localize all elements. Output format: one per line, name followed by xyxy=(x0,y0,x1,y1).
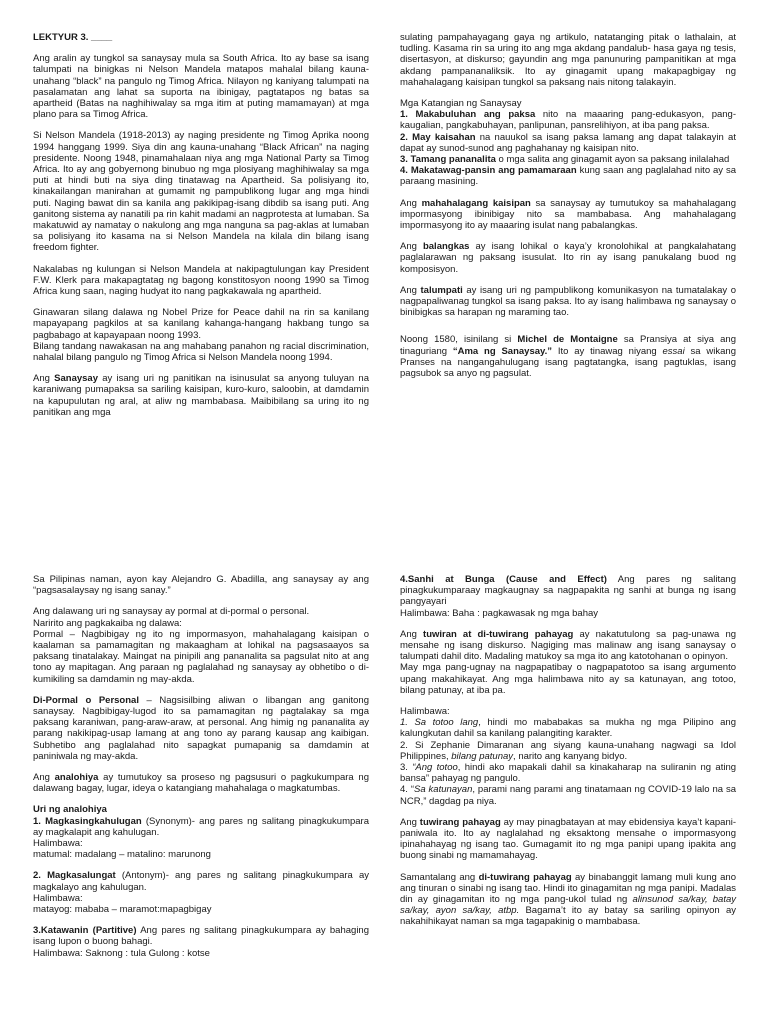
example-text: Halimbawa: Saknong : tula Gulong : kotse xyxy=(33,947,210,959)
example-text: matumal: madalang – matalino: marunong xyxy=(33,849,211,861)
paragraph: Pormal – Nagbibigay ng ito ng impormasyon, mahahalagang kaisipan o kaalaman sa pamamagitan ng makaagham at lohikal na pagsasaayos sa paksang tinatalakay. Maingat na pinipili ang pananalita sa pagsulat nito at ang tono ay mapitagan. Ang paraan ng paglalahad ng sanaysay ay obhetibo o di-kumikiling sa damdamin ng may-akda. xyxy=(33,628,369,685)
paragraph: Si Nelson Mandela (1918-2013) ay naging presidente ng Timog Aprika noong 1994 hanggang 1999. Siya din ang kauna-unahang “Black African” na naging presidente. Noong 1948, pinamahalaan niya ang mga National Party sa Timog Africa. Ito ay ang gobyernong binubuo ng mga plosiyang maghihiwalay sa mga puti at hindi buti na siya ding tinatawag na Apartheid. Sa polisiyang ito, kinakailangan manirahan at gumamit ng pampublikong lugar ang mga hindi puti. Naging bawat din sa kanila ang pakikipag-isang dibdib sa isang puti. Ang ganitong sistema ay nanatili pa rin kahit madami an nagprotesta at lumaban. Sa makatuwid ay namatay o nakulong ang mga nanguna sa pag-aklas at lumaban sa polisiyang ito kasama na si Nelson Mandela na kilala din bilang isang freedom fighter. xyxy=(33,130,369,254)
paragraph: Ang aralin ay tungkol sa sanaysay mula sa South Africa. Ito ay base sa isang talumpati na binigkas ni Nelson Mandela matapos mahalal bilang kauna-unahang “black” na pangulo ng Timog Africa. Nilayon ng kaniyang talumpati na pasalamatan ang lahat sa suporta na ibinigay, pagtatapos ng batas sa apartheid (Batas na naghihiwalay sa mga itim at puting mamamayan) at mga plano para sa Timog Africa. xyxy=(33,53,369,121)
list-item: 4. “Sa katunayan, parami nang parami ang tinatamaan ng COVID-19 lalo na sa NCR,” dagdag pa niya. xyxy=(400,784,736,807)
paragraph: Bilang tandang nawakasan na ang mahabang panahon ng racial discrimination, nahalal bilang pangulo ng Timog Africa si Nelson Mandela noong 1994. xyxy=(33,340,369,364)
list-item: 1. Makabuluhan ang paksa nito na maaaring pang-edukasyon, pang-kaugalian, pangkabuhayan, panlipunan, pansrelihiyon, at iba pang paksa. xyxy=(400,109,736,132)
paragraph: Nakalabas ng kulungan si Nelson Mandela at nakipagtulungan kay President F.W. Klerk para makapagtatag ng bagong konstitosyon noong 1990 sa Timog Africa kung saan, naging hudyat ito nang pagkakawala ng apartheid. xyxy=(33,263,369,298)
paragraph: Ang talumpati ay isang uri ng pampublikong komunikasyon na tumatalakay o nagpapaliwanag tungkol sa isang paksa. Ito ay isang halimbawa ng sanaysay o binibigkas sa harapan ng maraming tao. xyxy=(400,284,736,319)
bottom-right-column xyxy=(400,574,736,938)
list-item: 1. Magkasingkahulugan (Synonym)- ang pares ng salitang pinagkukumpara ay magkalapit ang kahulugan. xyxy=(33,815,369,838)
example-label: Halimbawa: xyxy=(400,706,450,718)
list-item: 4.Sanhi at Bunga (Cause and Effect) Ang pares ng salitang pinagkukumparaay magkaugnay sa nagpapakita ng sanhi at bunga ng isang pangyayari xyxy=(400,574,736,608)
paragraph: Ang tuwiran at di-tuwirang pahayag ay nakatutulong sa pag-unawa ng mensahe ng isang diskurso. Nagiging mas malinaw ang isang sanaysay o talumpati dahil dito. Madaling matukoy sa mga ito ang katotohanan o opinyon. xyxy=(400,628,737,663)
lecture-title: LEKTYUR 3. ____ xyxy=(33,32,113,43)
paragraph: Ang Sanaysay ay isang uri ng panitikan na isinusulat sa anyong tuluyan na karaniwang pumapaksa sa sariling kaisipan, kuro-kuro, saloobin, at damdamin na kapupulutan ng aral, at aliw ng mambabasa. Maibibilang sa uring ito ng panitikan ang mga xyxy=(33,373,369,418)
section-heading: Mga Katangian ng Sanaysay xyxy=(400,98,522,110)
top-right-column xyxy=(400,32,736,389)
paragraph: Di-Pormal o Personal – Nagsisilbing aliwan o libangan ang ganitong sanaysay. Nagbibigay-lugod ito sa pamamagitan ng pagtalakay sa mga paksang karaniwan, pang-araw-araw, at personal. Ang himig ng pananalita ay parang nakikipag-usap lamang at ang tono ay parang kausap ang kaibigan. Subhetibo ang paglalahad nito sapagkat pumapanig sa damdamin at paniniwala ng may-akda. xyxy=(33,694,369,762)
list-item: 2. May kaisahan na nauukol sa isang paksa lamang ang dapat talakayin at dapat ay sunod-sunod ang paghahanay ng kaisipan nito. xyxy=(400,131,736,154)
example-label: Halimbawa: xyxy=(33,838,83,850)
list-item: 4. Makatawag-pansin ang pamamaraan kung saan ang paglalahad nito ay sa paraang masining. xyxy=(400,165,737,188)
paragraph: Ang balangkas ay isang lohikal o kaya’y kronolohikal at pangkalahatang paglalarawan ng paksang isusulat. Ito rin ay isang panukalang buod ng komposisyon. xyxy=(400,241,736,275)
list-item: 1. Sa totoo lang, hindi mo mababakas sa mukha ng mga Pilipino ang kalungkutan dahil sa kanilang palangiting karakter. xyxy=(400,717,736,740)
paragraph: Ang mahahalagang kaisipan sa sanaysay ay tumutukoy sa mahahalagang impormasyong ibinibigay nito sa mambabasa. Ang mahahalagang impormasyong ito ay maaaring isulat nang pabalangkas. xyxy=(400,197,736,232)
list-item: 3. Tamang pananalita o mga salita ang ginagamit ayon sa paksang inilalahad xyxy=(400,154,730,166)
section-heading: Uri ng analohiya xyxy=(33,804,107,816)
paragraph: sulating pampahayagang gaya ng artikulo, natatanging pitak o lathalain, at tudling. Kasama rin sa uring ito ang mga akdang pandalub- hasa gaya ng tesis, disertasyon, at diskurso; gayundin ang mga panunuring pampanitikan at mga akdang pampananaliksik. Ito ay ginagamit upang makapagbigay ng mahahalagang kaisipan tungkol sa paksang nais nitong talakayin. xyxy=(400,32,736,88)
bottom-left-column xyxy=(33,574,369,959)
paragraph: May mga pang-ugnay na nagpapatibay o nagpapatotoo sa isang argumento upang makahikayat. Ang mga halimbawa nito ay sa katunayan, ang totoo, bilang patunay, at iba pa. xyxy=(400,662,736,696)
paragraph: Noong 1580, isinilang si Michel de Montaigne sa Pransiya at siya ang tinaguriang “Ama ng Sanaysay.” Ito ay tinawag niyang essai sa wikang Pranses na nangangahulugang isang pagtatangka, isang pagtuklas, isang pagsubok sa anyo ng pagsulat. xyxy=(400,334,736,380)
example-label: Halimbawa: xyxy=(33,892,83,904)
paragraph: Ang analohiya ay tumutukoy sa proseso ng pagsusuri o pagkukumpara ng dalawang bagay, lugar, ideya o katangiang mahahalaga o magkatumbas. xyxy=(33,772,369,795)
list-item: 2. Si Zephanie Dimaranan ang siyang kauna-unahang nagwagi sa Idol Philippines, bilang patunay, narito ang kanyang bidyo. xyxy=(400,739,736,762)
list-item: 2. Magkasalungat (Antonym)- ang pares ng salitang pinagkukumpara ay magkalayo ang kahulugan. xyxy=(33,870,369,893)
paragraph: Ang tuwirang pahayag ay may pinagbatayan at may ebidensiya kaya’t kapani-paniwala ito. Ito ay naglalahad ng eksaktong mensahe o impormasyong ipinahahayag ng isang tao. Gumagamit ito ng mga panipi upang ipakita ang buong sinabi ng mamamahayag. xyxy=(400,816,737,862)
paragraph: Ang dalawang uri ng sanaysay ay pormal at di-pormal o personal. xyxy=(33,606,310,618)
paragraph: Samantalang ang di-tuwirang pahayag ay binabanggit lamang muli kung ano ang tinuran o sinabi ng isang tao. Hindi ito ginagamitan ng mga panipi. Madalas din ay ginagamitan ito ng mga pang-ukol tulad ng alinsunod sa/kay, batay sa/kay, ayon sa/kay, atbp. Bagama’t ito ay batay sa sariling opinyon ay nakahihikayat naman sa mga tagapakinig o mambabasa. xyxy=(400,871,736,928)
top-left-column xyxy=(33,32,369,428)
list-item: 3.Katawanin (Partitive) Ang pares ng salitang pinagkukumpara ay bahaging isang lupon o buong bahagi. xyxy=(33,925,369,948)
example-text: Halimbawa: Baha : pagkawasak ng mga bahay xyxy=(400,607,599,619)
paragraph: Sa Pilipinas naman, ayon kay Alejandro G. Abadilla, ang sanaysay ay ang “pagsasalaysay ng isang sanay.” xyxy=(33,574,369,597)
paragraph: Naririto ang pagkakaiba ng dalawa: xyxy=(33,617,182,629)
list-item: 3. “Ang totoo, hindi ako mapakali dahil sa kinakaharap na suliranin ng ating bansa” pahayag ng pangulo. xyxy=(400,762,737,785)
paragraph: Ginawaran silang dalawa ng Nobel Prize for Peace dahil na rin sa kanilang mapayapang pagkilos at sa kanilang kahanga-hangang hakbang tungo sa pagbabago at kapayapaan noong 1993. xyxy=(33,307,369,341)
term-sanaysay: Sanaysay xyxy=(54,373,98,385)
example-text: matayog: mababa – maramot:mapagbigay xyxy=(33,904,212,916)
